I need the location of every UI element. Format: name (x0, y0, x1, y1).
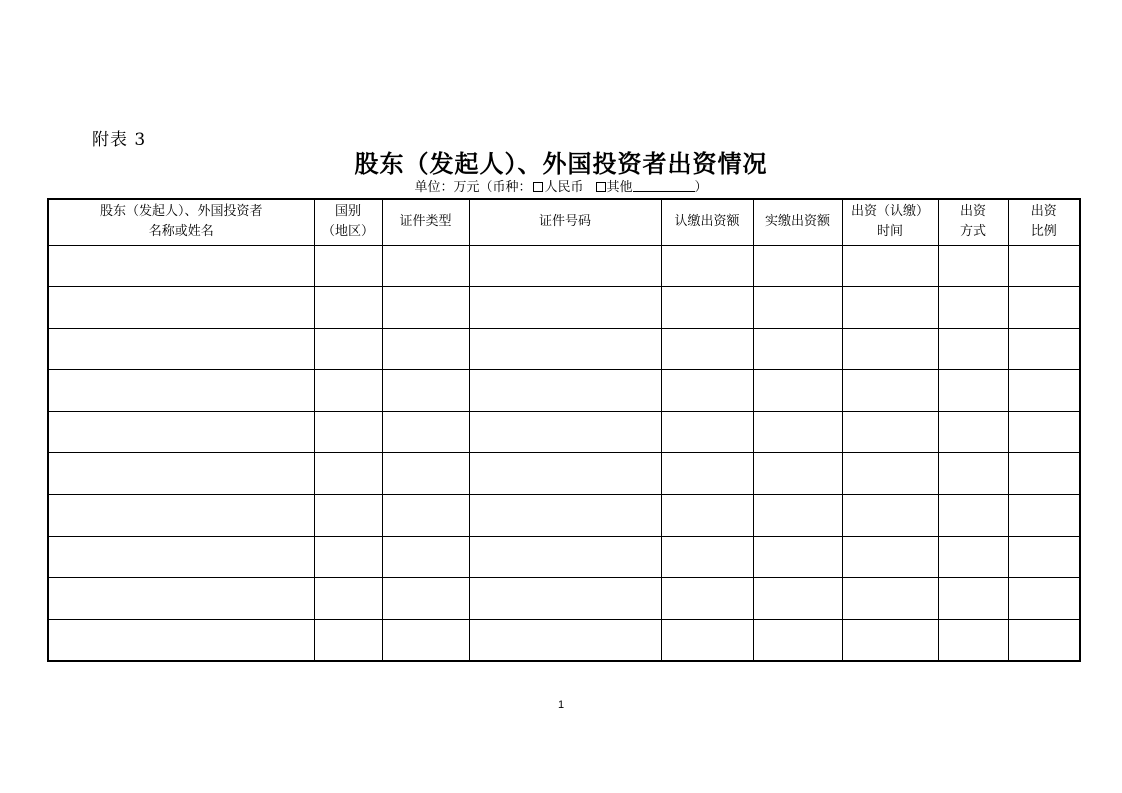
table-cell[interactable] (661, 578, 753, 620)
page-number: 1 (557, 699, 565, 711)
table-cell[interactable] (842, 287, 938, 329)
table-cell[interactable] (753, 495, 842, 537)
table-cell[interactable] (661, 619, 753, 661)
table-cell[interactable] (314, 287, 382, 329)
unit-suffix: ） (694, 180, 708, 195)
unit-line (0, 176, 1122, 195)
table-cell[interactable] (1008, 495, 1080, 537)
header-id-type (382, 199, 469, 245)
header-id-type-line1: 证件类型 (399, 214, 452, 230)
header-time (842, 199, 938, 245)
header-id-number (469, 199, 661, 245)
header-country (314, 199, 382, 245)
table-cell[interactable] (1008, 453, 1080, 495)
table-cell[interactable] (469, 619, 661, 661)
table-cell[interactable] (1008, 411, 1080, 453)
table-cell[interactable] (842, 453, 938, 495)
header-time-line2: 时间 (876, 224, 903, 240)
table-cell[interactable] (842, 578, 938, 620)
table-cell[interactable] (661, 495, 753, 537)
table-cell[interactable] (469, 287, 661, 329)
table-cell[interactable] (314, 328, 382, 370)
table-cell[interactable] (314, 536, 382, 578)
header-row (48, 199, 1080, 245)
table-cell[interactable] (382, 411, 469, 453)
table-cell[interactable] (938, 453, 1008, 495)
header-time-line1: 出资（认缴） (850, 204, 929, 220)
table-cell[interactable] (314, 578, 382, 620)
table-cell[interactable] (661, 328, 753, 370)
table-cell[interactable] (382, 495, 469, 537)
table-row (48, 370, 1080, 412)
table-cell[interactable] (842, 495, 938, 537)
table-cell[interactable] (48, 495, 314, 537)
table-row (48, 536, 1080, 578)
header-paid-line1: 实缴出资额 (764, 214, 830, 230)
table-cell[interactable] (842, 411, 938, 453)
table-cell[interactable] (753, 370, 842, 412)
table-cell[interactable] (842, 245, 938, 287)
currency-other-checkbox[interactable] (596, 182, 606, 192)
table-cell[interactable] (753, 536, 842, 578)
table-cell[interactable] (1008, 370, 1080, 412)
table-cell[interactable] (753, 411, 842, 453)
header-name-line1: 股东（发起人）、外国投资者 (99, 204, 263, 220)
page-title: 股东（发起人）、外国投资者出资情况 (354, 149, 768, 178)
table-cell[interactable] (753, 328, 842, 370)
table-cell[interactable] (382, 245, 469, 287)
table-cell[interactable] (842, 328, 938, 370)
table-cell[interactable] (1008, 287, 1080, 329)
table-cell[interactable] (48, 578, 314, 620)
table-cell[interactable] (469, 495, 661, 537)
table-cell[interactable] (469, 578, 661, 620)
table-cell[interactable] (1008, 619, 1080, 661)
table-cell[interactable] (1008, 245, 1080, 287)
table-cell[interactable] (1008, 328, 1080, 370)
table-cell[interactable] (48, 619, 314, 661)
table-cell[interactable] (1008, 536, 1080, 578)
header-method (938, 199, 1008, 245)
table-cell[interactable] (938, 536, 1008, 578)
table-cell[interactable] (48, 328, 314, 370)
header-subscribed-line1: 认缴出资额 (674, 214, 740, 230)
table-cell[interactable] (661, 287, 753, 329)
table-cell[interactable] (314, 411, 382, 453)
table-row (48, 619, 1080, 661)
table-cell[interactable] (938, 328, 1008, 370)
currency-rmb-checkbox[interactable] (533, 182, 543, 192)
header-method-line1: 出资 (959, 204, 986, 220)
table-cell[interactable] (48, 287, 314, 329)
table-cell[interactable] (314, 495, 382, 537)
table-cell[interactable] (938, 370, 1008, 412)
table-cell[interactable] (661, 453, 753, 495)
header-country-line1: 国别 (334, 204, 361, 220)
table-cell[interactable] (661, 536, 753, 578)
table-cell[interactable] (382, 578, 469, 620)
table-cell[interactable] (48, 411, 314, 453)
table-cell[interactable] (314, 245, 382, 287)
header-country-line2: （地区） (321, 224, 374, 240)
investment-table (47, 198, 1081, 662)
table-cell[interactable] (753, 245, 842, 287)
table-row (48, 453, 1080, 495)
table-cell[interactable] (382, 453, 469, 495)
table-cell[interactable] (753, 578, 842, 620)
table-cell[interactable] (382, 287, 469, 329)
header-name-line2: 名称或姓名 (148, 224, 214, 240)
table-cell[interactable] (382, 536, 469, 578)
unit-prefix: 单位：万元（币种： (414, 180, 532, 195)
table-row (48, 411, 1080, 453)
table-cell[interactable] (469, 536, 661, 578)
table-row (48, 287, 1080, 329)
table-cell[interactable] (48, 453, 314, 495)
table-cell[interactable] (753, 619, 842, 661)
header-ratio (1008, 199, 1080, 245)
table-cell[interactable] (842, 619, 938, 661)
table-cell[interactable] (753, 287, 842, 329)
table-cell[interactable] (314, 619, 382, 661)
table-cell[interactable] (314, 370, 382, 412)
table-cell[interactable] (469, 328, 661, 370)
table-cell[interactable] (938, 411, 1008, 453)
table-cell[interactable] (48, 536, 314, 578)
table-cell[interactable] (938, 287, 1008, 329)
header-name (48, 199, 314, 245)
table-cell[interactable] (469, 453, 661, 495)
table-header (48, 199, 1080, 245)
table-cell[interactable] (1008, 578, 1080, 620)
header-subscribed (661, 199, 753, 245)
table-body (48, 245, 1080, 661)
table-cell[interactable] (661, 411, 753, 453)
currency-other-label: 其他 (606, 180, 633, 195)
table-cell[interactable] (938, 245, 1008, 287)
table-cell[interactable] (938, 578, 1008, 620)
table-cell[interactable] (382, 328, 469, 370)
table-cell[interactable] (48, 370, 314, 412)
header-ratio-line2: 比例 (1030, 224, 1057, 240)
table-cell[interactable] (661, 370, 753, 412)
table-row (48, 495, 1080, 537)
table-cell[interactable] (938, 619, 1008, 661)
table-cell[interactable] (938, 495, 1008, 537)
currency-other-blank[interactable] (633, 180, 695, 192)
table-cell[interactable] (469, 245, 661, 287)
header-id-number-line1: 证件号码 (538, 214, 591, 230)
table-cell[interactable] (661, 245, 753, 287)
table-cell[interactable] (48, 245, 314, 287)
table-cell[interactable] (469, 370, 661, 412)
table-row (48, 578, 1080, 620)
table-cell[interactable] (382, 619, 469, 661)
header-paid (753, 199, 842, 245)
appendix-label: 附表 3 (92, 130, 147, 150)
header-ratio-line1: 出资 (1030, 204, 1057, 220)
currency-rmb-label: 人民币 (544, 180, 584, 195)
header-method-line2: 方式 (959, 224, 986, 240)
table-row (48, 328, 1080, 370)
table-cell[interactable] (842, 536, 938, 578)
table-cell[interactable] (382, 370, 469, 412)
table-cell[interactable] (753, 453, 842, 495)
table-row (48, 245, 1080, 287)
table-cell[interactable] (842, 370, 938, 412)
table-cell[interactable] (469, 411, 661, 453)
table-cell[interactable] (314, 453, 382, 495)
